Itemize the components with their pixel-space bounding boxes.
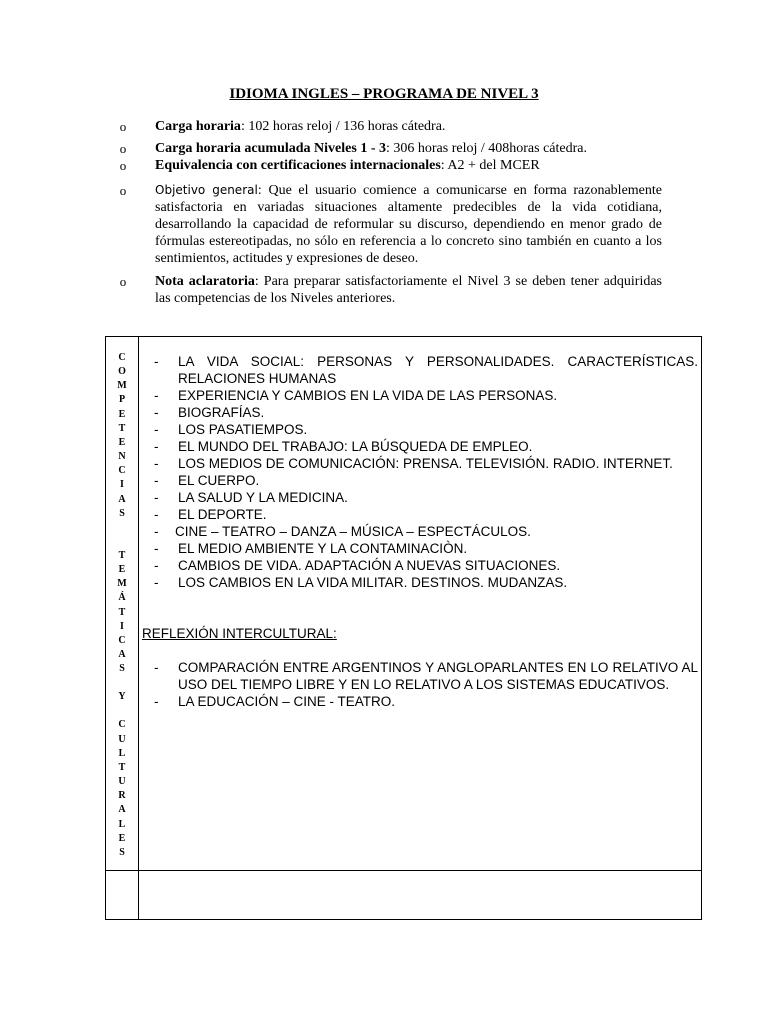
nota-label: Nota aclaratoria <box>155 274 255 289</box>
topic-item <box>142 574 698 591</box>
topic-text: LOS CAMBIOS EN LA VIDA MILITAR. DESTINOS. MUDANZAS. <box>178 575 568 590</box>
dash-marker: - <box>154 660 159 675</box>
dash-marker: - <box>154 473 159 488</box>
topic-text: LOS PASATIEMPOS. <box>178 422 308 437</box>
dash-marker: - <box>154 490 159 505</box>
side-letter: A <box>118 493 126 505</box>
side-letter: M <box>117 380 127 392</box>
topic-text: EL DEPORTE. <box>178 507 267 522</box>
dash-marker: - <box>154 456 159 471</box>
bullet-carga-acumulada <box>117 140 662 157</box>
bullet-marker: o <box>119 274 127 289</box>
topic-item <box>142 506 698 523</box>
side-letter: C <box>118 634 126 646</box>
topic-text: EXPERIENCIA Y CAMBIOS EN LA VIDA DE LAS PERSONAS. <box>178 388 558 403</box>
topic-item <box>142 404 698 421</box>
side-letter: M <box>117 578 127 590</box>
topic-text: EL CUERPO. <box>178 473 260 488</box>
side-letter: U <box>118 776 126 788</box>
side-letter: C <box>118 352 126 363</box>
dash-marker: - <box>154 541 159 556</box>
side-label-gap <box>106 704 138 718</box>
dash-marker: - <box>154 405 159 420</box>
reflexion-colon: : <box>333 626 337 641</box>
topic-item <box>142 353 698 387</box>
dash-marker: - <box>154 507 159 522</box>
table-column-divider <box>138 337 139 919</box>
topic-text: BIOGRAFÍAS. <box>178 405 265 420</box>
bullet-carga-horaria <box>117 118 662 135</box>
program-info-list <box>117 118 662 307</box>
topic-item <box>142 489 698 506</box>
side-letter: T <box>118 606 126 618</box>
side-label-gap <box>106 521 138 549</box>
side-letter: E <box>118 408 126 420</box>
side-letter: N <box>118 451 126 463</box>
side-letter: S <box>119 507 125 519</box>
topic-text: EL MUNDO DEL TRABAJO: LA BÚSQUEDA DE EMPLEO. <box>178 439 533 454</box>
side-letter: A <box>118 648 126 660</box>
carga-horaria-value: : 102 horas reloj / 136 horas cátedra. <box>240 119 446 134</box>
vertical-side-label <box>106 351 138 860</box>
bullet-marker: o <box>119 183 127 198</box>
reflexion-text: LA EDUCACIÓN – CINE - TEATRO. <box>178 694 396 709</box>
side-letter: L <box>118 818 126 830</box>
equivalencia-label: Equivalencia con certificaciones internacionales <box>155 158 441 173</box>
topic-text: CAMBIOS DE VIDA. ADAPTACIÓN A NUEVAS SITUACIONES. <box>178 558 561 573</box>
bullet-nota-aclaratoria <box>117 273 662 307</box>
topic-text: EL MEDIO AMBIENTE Y LA CONTAMINACIÒN. <box>178 541 468 556</box>
nota-text: : Para preparar satisfactoriamente el Nivel 3 se deben tener adquiridas las competencias de los Niveles anteriores. <box>155 274 662 306</box>
side-letter: S <box>119 846 125 858</box>
dash-marker: - <box>154 422 159 437</box>
side-letter: I <box>120 479 124 491</box>
side-letter: Á <box>118 592 126 604</box>
reflexion-text: COMPARACIÓN ENTRE ARGENTINOS Y ANGLOPARLANTES EN LO RELATIVO AL USO DEL TIEMPO LIBRE Y EN LO RELATIVO A LOS SISTEMAS EDUCATIVOS. <box>178 660 698 692</box>
side-letter: C <box>118 719 126 731</box>
equivalencia-value: : A2 + del MCER <box>440 158 540 173</box>
reflexion-heading <box>142 625 698 642</box>
bullet-marker: o <box>119 141 127 156</box>
competencias-table <box>105 336 702 920</box>
reflexion-item <box>142 659 698 693</box>
topic-item <box>142 540 698 557</box>
side-letter: A <box>118 804 126 816</box>
topic-item <box>142 421 698 438</box>
topic-text: LA SALUD Y LA MEDICINA. <box>178 490 348 505</box>
side-letter: T <box>118 422 126 434</box>
dash-marker: - <box>154 524 159 539</box>
topic-item <box>142 387 698 404</box>
topic-item <box>142 523 698 540</box>
side-letter: I <box>120 620 124 632</box>
side-letter: E <box>118 436 126 448</box>
side-letter: S <box>119 663 125 675</box>
topic-item <box>142 557 698 574</box>
topic-item <box>142 455 698 472</box>
carga-acumulada-value: : 306 horas reloj / 408horas cátedra. <box>385 141 587 156</box>
side-letter: E <box>118 564 126 576</box>
objetivo-text: Que el usuario comience a comunicarse en forma razonablemente satisfactoria en variadas situaciones altamente predecibles de la vida cotidiana, desarrollando la capacidad de reformular su discurso, dependiendo en menor grado de fórmulas estereotipadas, no sólo en referencia a lo concreto sino también en cuanto a los sentimientos, actitudes y expresiones de deseo. <box>155 183 662 266</box>
dash-marker: - <box>154 575 159 590</box>
side-letter: C <box>118 465 126 477</box>
bullet-objetivo-general <box>117 182 662 267</box>
topic-text: LOS MEDIOS DE COMUNICACIÓN: PRENSA. TELEVISIÓN. RADIO. INTERNET. <box>178 456 673 471</box>
topic-item <box>142 438 698 455</box>
side-letter: L <box>118 747 126 759</box>
side-letter: E <box>118 832 126 844</box>
side-letter: T <box>118 761 126 773</box>
bullet-equivalencia <box>117 157 662 174</box>
objetivo-label: Objetivo general: <box>155 183 262 197</box>
carga-horaria-label: Carga horaria <box>155 119 241 134</box>
reflexion-item <box>142 693 698 710</box>
reflexion-heading-text: REFLEXIÓN INTERCULTURAL <box>142 626 334 641</box>
side-letter: R <box>118 790 126 802</box>
side-letter: Y <box>118 691 126 703</box>
bullet-marker: o <box>119 119 127 134</box>
topic-text: LA VIDA SOCIAL: PERSONAS Y PERSONALIDADES. CARACTERÍSTICAS. RELACIONES HUMANAS <box>178 354 698 386</box>
dash-marker: - <box>154 354 159 369</box>
dash-marker: - <box>154 388 159 403</box>
dash-marker: - <box>154 694 159 709</box>
side-letter: P <box>118 394 126 406</box>
side-letter: O <box>118 366 126 378</box>
carga-acumulada-label: Carga horaria acumulada Niveles 1 - 3 <box>155 141 386 156</box>
topics-content <box>142 353 698 710</box>
dash-marker: - <box>154 558 159 573</box>
table-row-divider <box>106 870 701 871</box>
bullet-marker: o <box>119 158 127 173</box>
side-letter: U <box>118 733 126 745</box>
topic-text: CINE – TEATRO – DANZA – MÚSICA – ESPECTÁCULOS. <box>175 524 531 539</box>
side-letter: T <box>118 549 126 561</box>
dash-marker: - <box>154 439 159 454</box>
page-title: IDIOMA INGLES – PROGRAMA DE NIVEL 3 <box>229 86 539 102</box>
side-label-gap <box>106 676 138 690</box>
topic-item <box>142 472 698 489</box>
